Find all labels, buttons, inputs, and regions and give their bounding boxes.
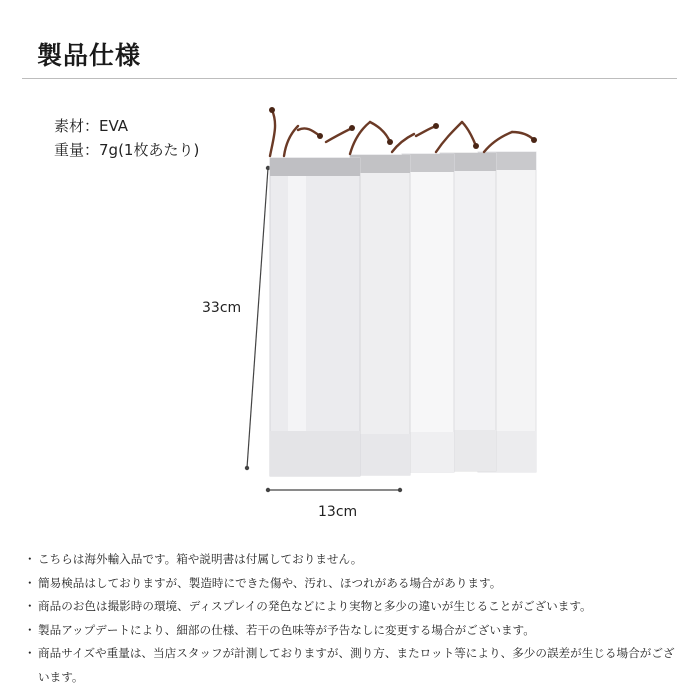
note-text: 簡易検品はしておりますが、製造時にできた傷や、汚れ、ほつれがある場合があります。 <box>38 575 502 590</box>
spec-weight-value: 7g(1枚あたり) <box>99 141 200 159</box>
notes-list <box>24 548 684 689</box>
bag-1 <box>270 158 360 476</box>
bullet: ・ <box>24 622 36 637</box>
note-item <box>24 619 684 643</box>
note-text: 製品アップデートにより、細部の仕様、若干の色味等が予告なしに変更する場合がございます。 <box>38 622 535 637</box>
page-title: 製品仕様 <box>37 41 142 70</box>
note-item <box>24 642 684 689</box>
spec-weight <box>54 139 199 160</box>
bullet: ・ <box>24 552 36 566</box>
spec-material-value: EVA <box>99 117 129 135</box>
bullet: ・ <box>24 646 36 660</box>
drawstrings <box>270 110 534 156</box>
spec-weight-label: 重量： <box>54 141 100 159</box>
drawstring-knots <box>269 107 537 149</box>
spec-material-label: 素材： <box>54 117 100 135</box>
note-text: 商品のお色は撮影時の環境、ディスプレイの発色などにより実物と多少の違いが生じることがございます。 <box>38 599 592 613</box>
width-dimension-label: 13cm <box>318 504 358 520</box>
height-dimension-line <box>245 166 270 470</box>
bullet: ・ <box>24 575 36 590</box>
width-dimension-line <box>266 488 402 492</box>
title-divider <box>22 78 677 79</box>
note-text: 商品サイズや重量は、当店スタッフが計測しておりますが、測り方、またロット等により、多少の誤差が生じる場合がございます。 <box>38 646 675 684</box>
note-text: こちらは海外輸入品です。箱や説明書は付属しておりません。 <box>38 552 363 566</box>
note-item <box>24 548 684 572</box>
height-dimension-label: 33cm <box>202 300 242 316</box>
product-photo-drawstring-bags <box>240 96 560 516</box>
note-item <box>24 595 684 619</box>
note-item <box>24 572 684 596</box>
spec-material <box>54 115 128 136</box>
bullet: ・ <box>24 599 36 613</box>
